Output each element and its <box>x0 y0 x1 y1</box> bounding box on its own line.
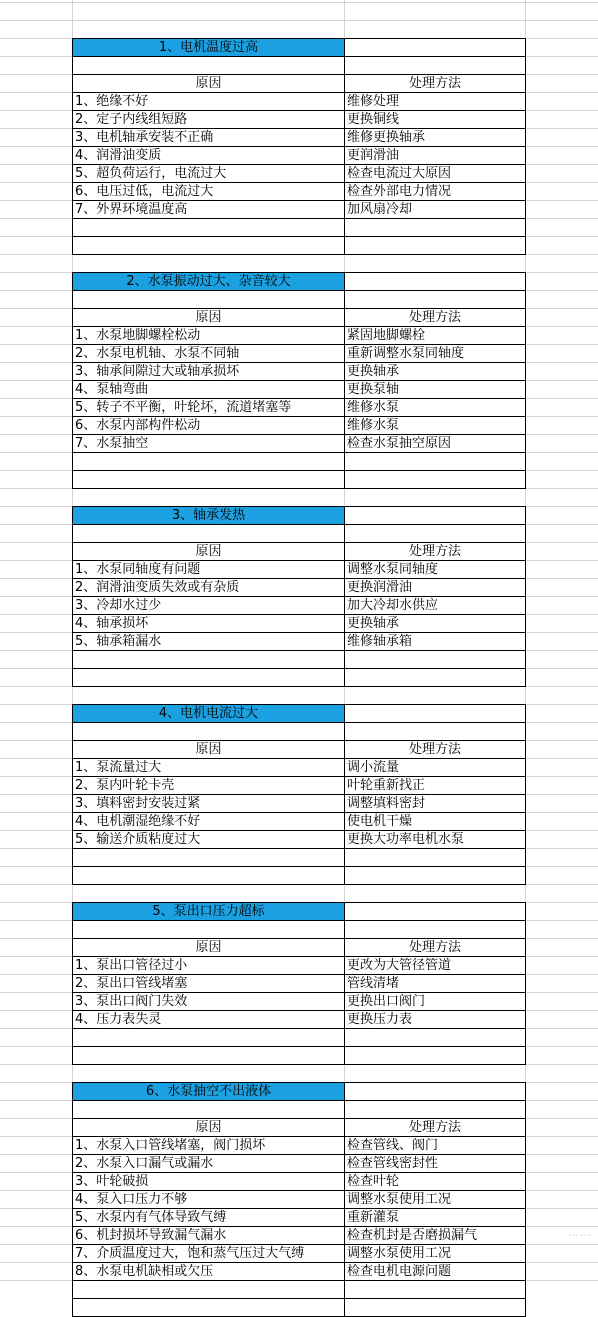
section-title[interactable]: 2、水泵振动过大、杂音较大 <box>73 273 344 291</box>
table-border <box>344 884 526 885</box>
method-cell[interactable]: 更换铜线 <box>347 112 400 127</box>
table-border <box>344 1136 526 1137</box>
cause-cell[interactable]: 4、电机潮湿绝缘不好 <box>75 814 201 829</box>
table-border <box>72 1262 345 1263</box>
watermark-text: …… <box>568 1226 592 1239</box>
cause-cell[interactable]: 2、水泵电机轴、水泵不同轴 <box>75 346 240 361</box>
method-cell[interactable]: 调整水泵同轴度 <box>347 562 439 577</box>
table-border <box>72 686 345 687</box>
empty-cell[interactable] <box>345 471 525 489</box>
method-cell[interactable]: 更换轴承 <box>347 364 400 379</box>
method-cell[interactable]: 加风扇冷却 <box>347 202 413 217</box>
cause-header[interactable]: 原因 <box>195 940 222 955</box>
table-border <box>344 74 526 75</box>
cause-cell[interactable]: 3、泵出口阀门失效 <box>75 994 188 1009</box>
table-border <box>72 830 345 831</box>
method-cell[interactable]: 更换轴承 <box>347 616 400 631</box>
table-border <box>72 578 345 579</box>
table-border <box>344 182 526 183</box>
empty-cell[interactable] <box>73 1047 344 1065</box>
table-border <box>344 794 526 795</box>
table-border <box>72 632 345 633</box>
empty-cell[interactable] <box>345 903 525 921</box>
method-cell[interactable]: 检查电机电源问题 <box>347 1264 452 1279</box>
method-cell[interactable]: 维修水泵 <box>347 400 400 415</box>
table-border <box>72 290 345 291</box>
table-border <box>72 668 345 669</box>
cause-cell[interactable]: 2、泵出口管线堵塞 <box>75 976 188 991</box>
table-border <box>344 200 526 201</box>
method-cell[interactable]: 检查管线、阀门 <box>347 1138 439 1153</box>
table-border <box>344 722 526 723</box>
cause-header[interactable]: 原因 <box>195 310 222 325</box>
table-border <box>72 1154 345 1155</box>
cause-cell[interactable]: 2、润滑油变质失效或有杂质 <box>75 580 240 595</box>
table-border <box>344 632 526 633</box>
table-border <box>72 596 345 597</box>
table-border <box>344 704 345 885</box>
empty-cell[interactable] <box>345 723 525 741</box>
table-border <box>72 776 345 777</box>
table-border <box>72 308 345 309</box>
table-border <box>344 1010 526 1011</box>
table-border <box>72 650 345 651</box>
method-cell[interactable]: 检查机封是否磨损漏气 <box>347 1228 478 1243</box>
cause-header[interactable]: 原因 <box>195 1120 222 1135</box>
table-border <box>72 902 345 903</box>
empty-cell[interactable] <box>73 651 344 669</box>
method-cell[interactable]: 维修更换轴承 <box>347 130 426 145</box>
table-border <box>344 236 526 237</box>
table-border <box>344 866 526 867</box>
table-border <box>344 812 526 813</box>
table-border <box>344 272 526 273</box>
section-title[interactable]: 4、电机电流过大 <box>73 705 344 723</box>
table-border <box>344 1280 526 1281</box>
cause-cell[interactable]: 1、水泵入口管线堵塞，阀门损坏 <box>75 1138 266 1153</box>
empty-cell[interactable] <box>73 921 344 939</box>
table-border <box>344 830 526 831</box>
table-border <box>344 1262 526 1263</box>
table-border <box>344 1190 526 1191</box>
table-border <box>72 254 345 255</box>
table-border <box>344 560 526 561</box>
empty-cell[interactable] <box>345 291 525 309</box>
table-border <box>72 398 345 399</box>
table-border <box>72 794 345 795</box>
table-border <box>344 164 526 165</box>
table-border <box>72 902 73 1065</box>
table-border <box>344 1064 526 1065</box>
table-border <box>344 578 526 579</box>
table-border <box>344 146 526 147</box>
method-cell[interactable]: 紧固地脚螺栓 <box>347 328 426 343</box>
table-border <box>344 668 526 669</box>
empty-cell[interactable] <box>73 1029 344 1047</box>
method-cell[interactable]: 更换润滑油 <box>347 580 413 595</box>
table-border <box>72 722 345 723</box>
method-cell[interactable]: 更改为大管径管道 <box>347 958 452 973</box>
table-border <box>72 74 345 75</box>
empty-cell[interactable] <box>345 237 525 255</box>
method-cell[interactable]: 更润滑油 <box>347 148 400 163</box>
table-border <box>72 542 345 543</box>
cause-header[interactable]: 原因 <box>195 544 222 559</box>
empty-cell[interactable] <box>73 219 344 237</box>
table-border <box>344 218 526 219</box>
table-border <box>344 344 526 345</box>
table-border <box>72 344 345 345</box>
cause-cell[interactable]: 4、泵入口压力不够 <box>75 1192 188 1207</box>
empty-cell[interactable] <box>73 237 344 255</box>
empty-cell[interactable] <box>73 525 344 543</box>
empty-cell[interactable] <box>345 669 525 687</box>
empty-cell[interactable] <box>345 507 525 525</box>
section-title[interactable]: 3、轴承发热 <box>73 507 344 525</box>
method-cell[interactable]: 重新调整水泵同轴度 <box>347 346 465 361</box>
section-title[interactable]: 6、水泵抽空不出液体 <box>73 1083 344 1101</box>
table-border <box>344 506 345 687</box>
method-cell[interactable]: 调整水泵使用工况 <box>347 1246 452 1261</box>
table-border <box>344 704 526 705</box>
table-border <box>344 1208 526 1209</box>
method-cell[interactable]: 维修轴承箱 <box>347 634 413 649</box>
table-border <box>72 506 73 687</box>
table-border <box>72 614 345 615</box>
table-border <box>72 992 345 993</box>
table-border <box>72 380 345 381</box>
cause-cell[interactable]: 5、水泵内有气体导致气缚 <box>75 1210 227 1225</box>
table-border <box>344 1046 526 1047</box>
table-border <box>72 560 345 561</box>
table-border <box>72 704 73 885</box>
empty-cell[interactable] <box>345 219 525 237</box>
table-border <box>72 362 345 363</box>
cause-header[interactable]: 原因 <box>195 76 222 91</box>
table-border <box>72 848 345 849</box>
cause-cell[interactable]: 2、定子内线组短路 <box>75 112 188 127</box>
empty-cell[interactable] <box>73 669 344 687</box>
empty-cell[interactable] <box>73 291 344 309</box>
table-border <box>72 524 345 525</box>
method-header[interactable]: 处理方法 <box>408 544 461 559</box>
table-border <box>72 488 345 489</box>
empty-cell[interactable] <box>345 525 525 543</box>
table-border <box>525 902 526 1065</box>
table-border <box>72 1064 345 1065</box>
table-border <box>72 56 345 57</box>
table-border <box>72 1010 345 1011</box>
table-border <box>72 110 345 111</box>
cause-cell[interactable]: 7、外界环境温度高 <box>75 202 188 217</box>
table-border <box>344 1028 526 1029</box>
table-border <box>72 1280 345 1281</box>
table-border <box>344 1100 526 1101</box>
table-border <box>344 128 526 129</box>
method-header[interactable]: 处理方法 <box>408 76 461 91</box>
table-border <box>344 38 345 255</box>
table-border <box>344 380 526 381</box>
empty-cell[interactable] <box>345 1029 525 1047</box>
empty-cell[interactable] <box>345 57 525 75</box>
section-title[interactable]: 1、电机温度过高 <box>73 39 344 57</box>
table-border <box>72 956 345 957</box>
table-border <box>344 938 526 939</box>
table-border <box>525 38 526 255</box>
cause-cell[interactable]: 6、机封损坏导致漏气漏水 <box>75 1228 227 1243</box>
table-border <box>72 758 345 759</box>
table-border <box>344 650 526 651</box>
table-border <box>344 470 526 471</box>
method-cell[interactable]: 维修水泵 <box>347 418 400 433</box>
cause-cell[interactable]: 3、冷却水过少 <box>75 598 162 613</box>
table-border <box>344 434 526 435</box>
table-border <box>344 1154 526 1155</box>
table-border <box>72 1082 345 1083</box>
table-border <box>72 1226 345 1227</box>
table-border <box>72 416 345 417</box>
method-cell[interactable]: 检查管线密封性 <box>347 1156 439 1171</box>
table-border <box>72 974 345 975</box>
table-border <box>525 704 526 885</box>
table-border <box>72 200 345 201</box>
method-cell[interactable]: 更换大功率电机水泵 <box>347 832 465 847</box>
table-border <box>72 1298 345 1299</box>
table-border <box>72 272 345 273</box>
empty-cell[interactable] <box>345 705 525 723</box>
method-cell[interactable]: 维修处理 <box>347 94 400 109</box>
table-border <box>344 38 526 39</box>
cause-header[interactable]: 原因 <box>195 742 222 757</box>
cause-cell[interactable]: 3、填料密封安装过紧 <box>75 796 201 811</box>
table-border <box>72 452 345 453</box>
table-border <box>344 686 526 687</box>
empty-cell[interactable] <box>345 921 525 939</box>
method-cell[interactable]: 检查电流过大原因 <box>347 166 452 181</box>
cause-cell[interactable]: 3、轴承间隙过大或轴承损坏 <box>75 364 240 379</box>
table-border <box>72 1208 345 1209</box>
table-border <box>344 1244 526 1245</box>
cause-cell[interactable]: 5、轴承箱漏水 <box>75 634 162 649</box>
table-border <box>72 434 345 435</box>
table-border <box>72 146 345 147</box>
empty-cell[interactable] <box>73 1281 344 1299</box>
empty-cell[interactable] <box>73 867 344 885</box>
cause-cell[interactable]: 3、叶轮破损 <box>75 1174 149 1189</box>
cause-cell[interactable]: 3、电机轴承安装不正确 <box>75 130 214 145</box>
table-border <box>72 182 345 183</box>
table-border <box>344 506 526 507</box>
table-border <box>72 1244 345 1245</box>
table-border <box>344 956 526 957</box>
table-border <box>344 1082 526 1083</box>
empty-cell[interactable] <box>345 651 525 669</box>
empty-cell[interactable] <box>73 1101 344 1119</box>
cause-cell[interactable]: 6、水泵内部构件松动 <box>75 418 201 433</box>
table-border <box>72 92 345 93</box>
table-border <box>344 542 526 543</box>
table-border <box>344 1226 526 1227</box>
table-border <box>72 326 345 327</box>
cause-cell[interactable]: 4、润滑油变质 <box>75 148 162 163</box>
table-border <box>344 308 526 309</box>
empty-cell[interactable] <box>345 273 525 291</box>
table-border <box>344 596 526 597</box>
method-cell[interactable]: 更换压力表 <box>347 1012 413 1027</box>
method-cell[interactable]: 调整水泵使用工况 <box>347 1192 452 1207</box>
table-border <box>344 92 526 93</box>
table-border <box>72 506 345 507</box>
table-border <box>72 1190 345 1191</box>
table-border <box>344 326 526 327</box>
method-cell[interactable]: 叶轮重新找正 <box>347 778 426 793</box>
table-border <box>344 1082 345 1317</box>
cause-cell[interactable]: 1、水泵地脚螺栓松动 <box>75 328 201 343</box>
empty-cell[interactable] <box>345 1281 525 1299</box>
table-border <box>344 758 526 759</box>
method-header[interactable]: 处理方法 <box>408 940 461 955</box>
empty-cell[interactable] <box>73 57 344 75</box>
method-cell[interactable]: 检查外部电力情况 <box>347 184 452 199</box>
table-border <box>72 1046 345 1047</box>
table-border <box>344 1172 526 1173</box>
table-border <box>344 848 526 849</box>
table-border <box>344 416 526 417</box>
method-cell[interactable]: 更换出口阀门 <box>347 994 426 1009</box>
cause-cell[interactable]: 1、泵出口管径过小 <box>75 958 188 973</box>
table-border <box>72 1118 345 1119</box>
cause-cell[interactable]: 1、绝缘不好 <box>75 94 149 109</box>
empty-cell[interactable] <box>73 1299 344 1317</box>
table-border <box>344 776 526 777</box>
empty-cell[interactable] <box>345 1047 525 1065</box>
empty-cell[interactable] <box>73 849 344 867</box>
empty-cell[interactable] <box>345 453 525 471</box>
table-border <box>344 992 526 993</box>
table-border <box>72 884 345 885</box>
cause-cell[interactable]: 4、轴承损坏 <box>75 616 149 631</box>
table-border <box>344 272 345 489</box>
cause-cell[interactable]: 1、泵流量过大 <box>75 760 162 775</box>
gridline <box>0 2 598 3</box>
cause-cell[interactable]: 2、水泵入口漏气或漏水 <box>75 1156 214 1171</box>
method-header[interactable]: 处理方法 <box>408 742 461 757</box>
cause-cell[interactable]: 5、转子不平衡，叶轮坏，流道堵塞等 <box>75 400 292 415</box>
table-border <box>72 164 345 165</box>
table-border <box>72 1136 345 1137</box>
cause-cell[interactable]: 5、超负荷运行，电流过大 <box>75 166 227 181</box>
table-border <box>72 866 345 867</box>
table-border <box>344 110 526 111</box>
method-cell[interactable]: 重新灌泵 <box>347 1210 400 1225</box>
cause-cell[interactable]: 1、水泵同轴度有问题 <box>75 562 201 577</box>
table-border <box>344 254 526 255</box>
empty-cell[interactable] <box>73 453 344 471</box>
table-border <box>72 938 345 939</box>
method-header[interactable]: 处理方法 <box>408 310 461 325</box>
cause-cell[interactable]: 2、泵内叶轮卡壳 <box>75 778 175 793</box>
table-border <box>72 920 345 921</box>
table-border <box>344 902 526 903</box>
cause-cell[interactable]: 4、泵轴弯曲 <box>75 382 149 397</box>
table-border <box>72 1100 345 1101</box>
table-border <box>525 272 526 489</box>
table-border <box>525 506 526 687</box>
table-border <box>72 812 345 813</box>
table-border <box>344 56 526 57</box>
table-border <box>72 38 73 255</box>
method-cell[interactable]: 调小流量 <box>347 760 400 775</box>
cause-cell[interactable]: 6、电压过低，电流过大 <box>75 184 214 199</box>
table-border <box>72 470 345 471</box>
table-border <box>72 1028 345 1029</box>
cause-cell[interactable]: 7、水泵抽空 <box>75 436 149 451</box>
method-cell[interactable]: 加大冷却水供应 <box>347 598 439 613</box>
table-border <box>72 236 345 237</box>
table-border <box>72 704 345 705</box>
method-cell[interactable]: 调整填料密封 <box>347 796 426 811</box>
gridline <box>0 20 598 21</box>
empty-cell[interactable] <box>73 471 344 489</box>
method-cell[interactable]: 检查水泵抽空原因 <box>347 436 452 451</box>
table-border <box>344 614 526 615</box>
section-title[interactable]: 5、泵出口压力超标 <box>73 903 344 921</box>
table-border <box>525 1082 526 1317</box>
method-cell[interactable]: 检查叶轮 <box>347 1174 400 1189</box>
method-header[interactable]: 处理方法 <box>408 1120 461 1135</box>
table-border <box>72 128 345 129</box>
table-border <box>344 452 526 453</box>
empty-cell[interactable] <box>345 849 525 867</box>
empty-cell[interactable] <box>73 723 344 741</box>
table-border <box>344 740 526 741</box>
method-cell[interactable]: 更换泵轴 <box>347 382 400 397</box>
table-border <box>344 974 526 975</box>
table-border <box>344 1298 526 1299</box>
empty-cell[interactable] <box>345 1083 525 1101</box>
empty-cell[interactable] <box>345 1101 525 1119</box>
table-border <box>344 1118 526 1119</box>
table-border <box>72 1172 345 1173</box>
cause-cell[interactable]: 5、输送介质粘度过大 <box>75 832 201 847</box>
table-border <box>344 398 526 399</box>
table-border <box>344 920 526 921</box>
table-border <box>344 362 526 363</box>
method-cell[interactable]: 管线清堵 <box>347 976 400 991</box>
empty-cell[interactable] <box>345 1299 525 1317</box>
method-cell[interactable]: 使电机干燥 <box>347 814 413 829</box>
table-border <box>72 38 345 39</box>
table-border <box>72 1082 73 1317</box>
empty-cell[interactable] <box>345 867 525 885</box>
table-border <box>344 488 526 489</box>
cause-cell[interactable]: 4、压力表失灵 <box>75 1012 162 1027</box>
table-border <box>344 902 345 1065</box>
table-border <box>72 740 345 741</box>
table-border <box>344 290 526 291</box>
table-border <box>344 524 526 525</box>
table-border <box>72 218 345 219</box>
empty-cell[interactable] <box>345 39 525 57</box>
cause-cell[interactable]: 8、水泵电机缺相或欠压 <box>75 1264 214 1279</box>
cause-cell[interactable]: 7、介质温度过大，饱和蒸气压过大气缚 <box>75 1246 305 1261</box>
table-border <box>72 272 73 489</box>
